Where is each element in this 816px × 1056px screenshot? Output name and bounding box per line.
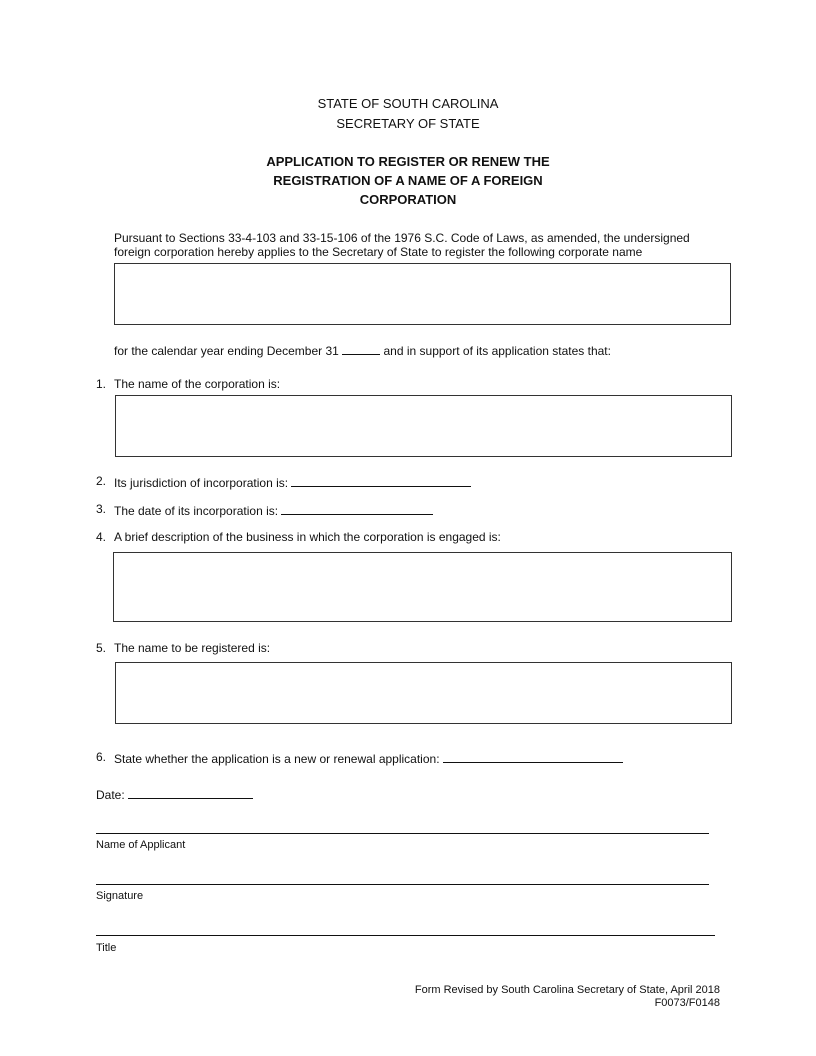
item-3-row [114,502,433,519]
item-2-label: Its jurisdiction of incorporation is: [114,476,289,490]
date-row [96,786,253,803]
date-blank[interactable] [128,786,253,799]
corporation-name-box[interactable] [115,395,732,457]
signature-line[interactable] [96,884,709,885]
footer-form-number: F0073/F0148 [654,997,720,1009]
item-5-label: The name to be registered is: [114,641,271,655]
item-6-label: State whether the application is a new or renewal application: [114,752,440,766]
item-4-number: 4. [96,530,107,544]
header-state: STATE OF SOUTH CAROLINA [317,96,499,111]
title-label: Title [96,942,117,954]
date-label: Date: [96,788,125,802]
intro-line2: foreign corporation hereby applies to the Secretary of State to register the following corporate name [114,245,643,259]
signature-label: Signature [96,890,144,902]
item-5-number: 5. [96,641,107,655]
item-1-label: The name of the corporation is: [114,377,281,391]
business-description-box[interactable] [113,552,732,622]
item-1-number: 1. [96,377,107,391]
title-line[interactable] [96,935,715,936]
applicant-name-label: Name of Applicant [96,839,186,851]
header-secretary: SECRETARY OF STATE [336,116,480,131]
item-3-number: 3. [96,502,107,516]
item-3-label: The date of its incorporation is: [114,504,279,518]
item-6-number: 6. [96,750,107,764]
item-4-label: A brief description of the business in which the corporation is engaged is: [114,530,501,544]
footer-revision: Form Revised by South Carolina Secretary of State, April 2018 [414,984,720,996]
calendar-year-prefix: for the calendar year ending December 31 [114,344,339,358]
applicant-name-line[interactable] [96,833,709,834]
calendar-year-blank[interactable] [342,342,380,355]
corporate-name-box[interactable] [114,263,731,325]
registered-name-box[interactable] [115,662,732,724]
form-title-line1: APPLICATION TO REGISTER OR RENEW THE [266,154,550,169]
incorporation-date-blank[interactable] [281,502,433,515]
item-2-row [114,474,471,491]
item-6-row [114,750,623,767]
calendar-year-suffix: and in support of its application states that: [383,344,611,358]
intro-line1: Pursuant to Sections 33-4-103 and 33-15-106 of the 1976 S.C. Code of Laws, as amended, the undersigned [114,231,690,245]
form-title-line3: CORPORATION [359,192,457,207]
calendar-year-line [114,342,611,359]
form-title-line2: REGISTRATION OF A NAME OF A FOREIGN [273,173,543,188]
application-type-blank[interactable] [443,750,623,763]
jurisdiction-blank[interactable] [291,474,471,487]
item-2-number: 2. [96,474,107,488]
